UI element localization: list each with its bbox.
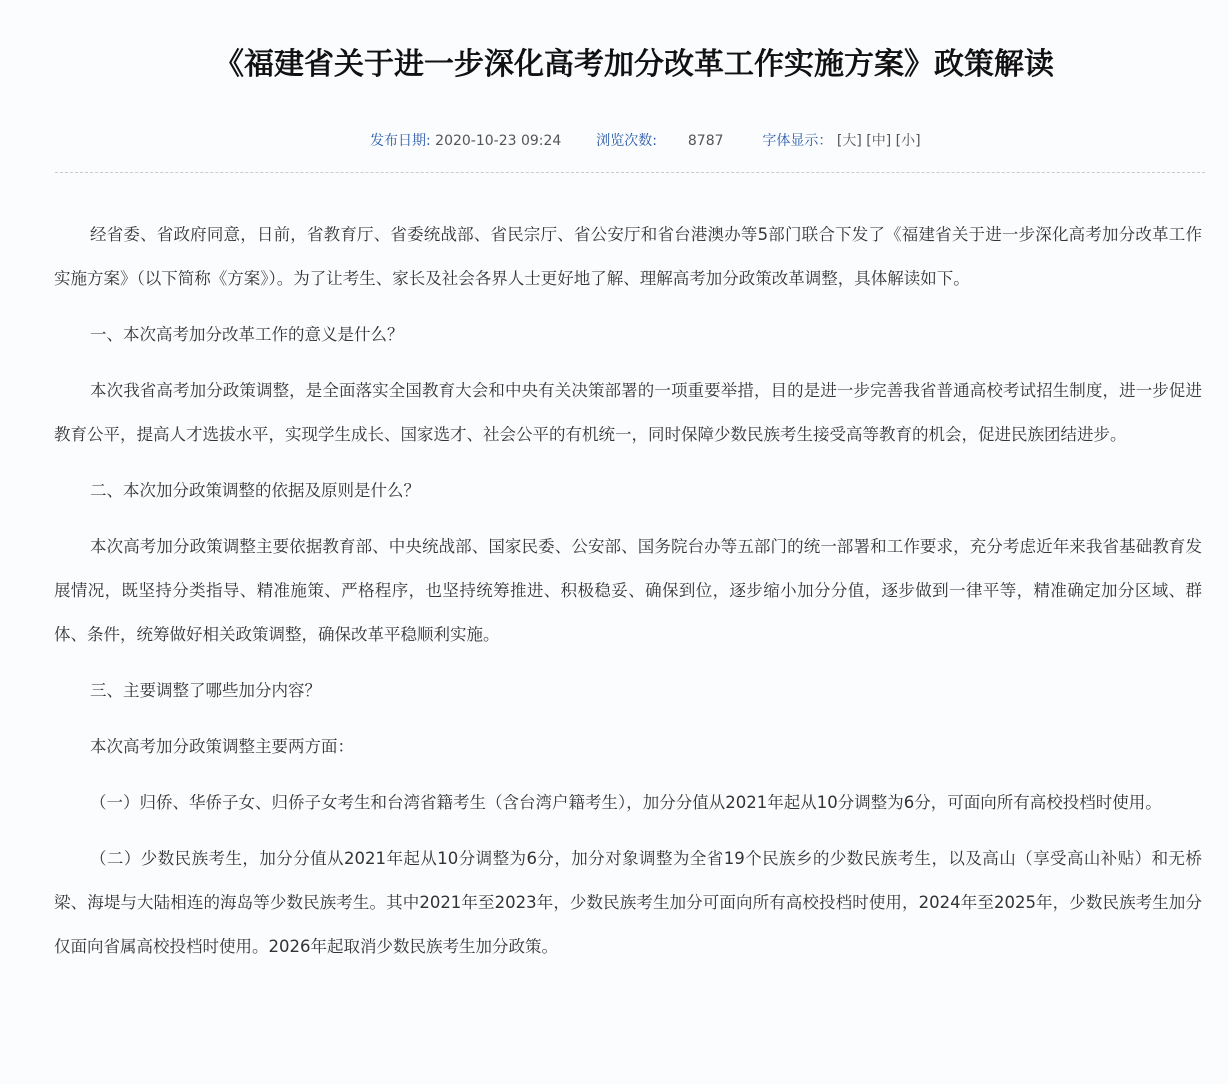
section-heading-2: 二、本次加分政策调整的依据及原则是什么？ (90, 481, 420, 500)
intro-paragraph: 经省委、省政府同意，日前，省教育厅、省委统战部、省民宗厅、省公安厅和省台港澳办等5部门联合下发了《福建省关于进一步深化高考加分改革工作实施方案》（以下简称《方案》）。为了让考生、家长及社会各界人士更好地了解、理解高考加分政策改革调整，具体解读如下。 (54, 225, 1202, 288)
section-item-3-1: （一）归侨、华侨子女、归侨子女考生和台湾省籍考生（含台湾户籍考生），加分分值从2021年起从10分调整为6分，可面向所有高校投档时使用。 (90, 793, 1162, 812)
views-label: 浏览次数: (596, 133, 657, 149)
font-size-medium-button[interactable]: [中] (866, 133, 892, 149)
publish-date-value: 2020-10-23 09:24 (435, 133, 562, 149)
section-subintro-3: 本次高考加分政策调整主要两方面： (90, 737, 354, 756)
article-body (54, 213, 1202, 981)
article-title: 《福建省关于进一步深化高考加分改革工作实施方案》政策解读 (214, 47, 1054, 82)
title-divider (55, 172, 1205, 173)
article-meta (370, 130, 921, 152)
section-item-3-2: （二）少数民族考生，加分分值从2021年起从10分调整为6分，加分对象调整为全省19个民族乡的少数民族考生，以及高山（享受高山补贴）和无桥梁、海堤与大陆相连的海岛等少数民族考生。其中2021年至2023年，少数民族考生加分可面向所有高校投档时使用，2024年至2025年，少数民族考生加分仅面向省属高校投档时使用。2026年起取消少数民族考生加分政策。 (54, 849, 1202, 956)
views-count: 8787 (687, 133, 724, 149)
font-size-label: 字体显示： (762, 133, 833, 149)
publish-date-label: 发布日期: (370, 133, 431, 149)
font-size-small-button[interactable]: [小] (895, 133, 921, 149)
font-size-large-button[interactable]: [大] (836, 133, 862, 149)
section-paragraph-1: 本次我省高考加分政策调整，是全面落实全国教育大会和中央有关决策部署的一项重要举措，目的是进一步完善我省普通高校考试招生制度，进一步促进教育公平，提高人才选拔水平，实现学生成长、国家选才、社会公平的有机统一，同时保障少数民族考生接受高等教育的机会，促进民族团结进步。 (54, 381, 1202, 444)
section-heading-1: 一、本次高考加分改革工作的意义是什么？ (90, 325, 404, 344)
section-paragraph-2: 本次高考加分政策调整主要依据教育部、中央统战部、国家民委、公安部、国务院台办等五部门的统一部署和工作要求，充分考虑近年来我省基础教育发展情况，既坚持分类指导、精准施策、严格程序，也坚持统筹推进、积极稳妥、确保到位，逐步缩小加分分值，逐步做到一律平等，精准确定加分区域、群体、条件，统筹做好相关政策调整，确保改革平稳顺利实施。 (54, 537, 1202, 644)
section-heading-3: 三、主要调整了哪些加分内容？ (90, 681, 321, 700)
